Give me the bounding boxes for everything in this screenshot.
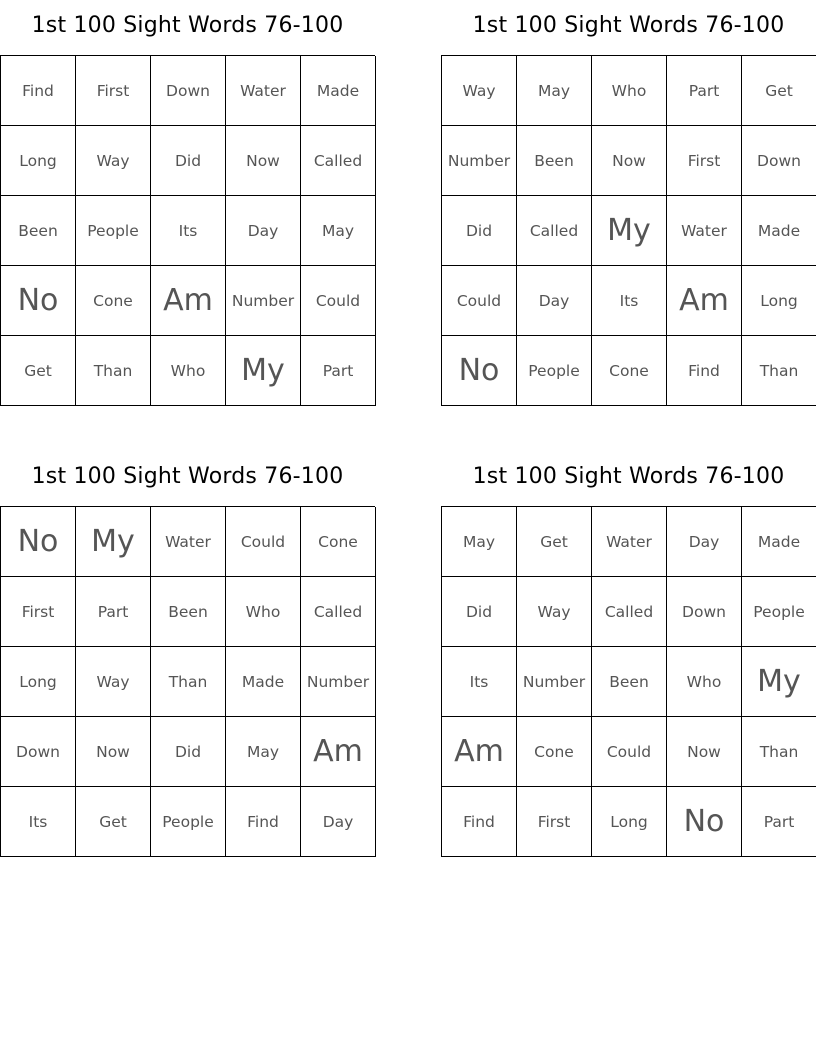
word-cell: My: [742, 647, 816, 717]
word-cell: Part: [667, 56, 742, 126]
word-cell: Get: [76, 787, 151, 857]
word-cell: Find: [226, 787, 301, 857]
word-cell: Its: [151, 196, 226, 266]
card-title: 1st 100 Sight Words 76-100: [31, 464, 344, 489]
word-cell: People: [151, 787, 226, 857]
word-cell: My: [226, 336, 301, 406]
word-cell: Called: [517, 196, 592, 266]
word-cell: Now: [76, 717, 151, 787]
word-cell: Made: [226, 647, 301, 717]
word-cell: Than: [151, 647, 226, 717]
word-cell: Down: [742, 126, 816, 196]
word-cell: Down: [667, 577, 742, 647]
word-cell: Could: [226, 507, 301, 577]
word-cell: People: [517, 336, 592, 406]
bingo-card-4: [441, 464, 816, 857]
word-cell: No: [442, 336, 517, 406]
word-cell: Now: [667, 717, 742, 787]
word-cell: Its: [592, 266, 667, 336]
word-cell: Down: [1, 717, 76, 787]
word-cell: No: [1, 507, 76, 577]
word-cell: Long: [1, 647, 76, 717]
bingo-grid: [441, 55, 816, 406]
word-cell: First: [76, 56, 151, 126]
word-cell: Who: [226, 577, 301, 647]
word-cell: Water: [592, 507, 667, 577]
word-cell: Find: [667, 336, 742, 406]
word-cell: Am: [442, 717, 517, 787]
word-cell: Day: [226, 196, 301, 266]
word-cell: Been: [517, 126, 592, 196]
word-cell: Find: [442, 787, 517, 857]
word-cell: Cone: [517, 717, 592, 787]
word-cell: Its: [442, 647, 517, 717]
word-cell: Could: [301, 266, 376, 336]
word-cell: First: [517, 787, 592, 857]
word-cell: May: [442, 507, 517, 577]
word-cell: Long: [1, 126, 76, 196]
bingo-card-3: [0, 464, 375, 857]
bingo-grid: [0, 55, 375, 406]
word-cell: Get: [742, 56, 816, 126]
word-cell: Did: [151, 126, 226, 196]
word-cell: Could: [442, 266, 517, 336]
word-cell: Am: [151, 266, 226, 336]
word-cell: Part: [742, 787, 816, 857]
word-cell: Been: [592, 647, 667, 717]
word-cell: Number: [301, 647, 376, 717]
word-cell: Did: [151, 717, 226, 787]
word-cell: Could: [592, 717, 667, 787]
word-cell: No: [1, 266, 76, 336]
word-cell: Made: [742, 507, 816, 577]
word-cell: Long: [592, 787, 667, 857]
word-cell: Water: [667, 196, 742, 266]
word-cell: Called: [301, 126, 376, 196]
card-title: 1st 100 Sight Words 76-100: [472, 13, 785, 38]
word-cell: Way: [517, 577, 592, 647]
word-cell: Cone: [592, 336, 667, 406]
bingo-grid: [0, 506, 375, 857]
word-cell: Number: [517, 647, 592, 717]
word-cell: Been: [1, 196, 76, 266]
word-cell: Number: [226, 266, 301, 336]
word-cell: Am: [301, 717, 376, 787]
word-cell: Cone: [76, 266, 151, 336]
word-cell: First: [1, 577, 76, 647]
word-cell: No: [667, 787, 742, 857]
word-cell: Get: [1, 336, 76, 406]
word-cell: Water: [151, 507, 226, 577]
word-cell: Part: [76, 577, 151, 647]
word-cell: May: [226, 717, 301, 787]
word-cell: Cone: [301, 507, 376, 577]
word-cell: Made: [742, 196, 816, 266]
word-cell: Called: [301, 577, 376, 647]
word-cell: Number: [442, 126, 517, 196]
word-cell: Than: [742, 717, 816, 787]
word-cell: Day: [517, 266, 592, 336]
word-cell: May: [301, 196, 376, 266]
word-cell: Who: [151, 336, 226, 406]
word-cell: May: [517, 56, 592, 126]
word-cell: Now: [592, 126, 667, 196]
word-cell: Than: [742, 336, 816, 406]
word-cell: Way: [76, 647, 151, 717]
word-cell: Who: [592, 56, 667, 126]
word-cell: Now: [226, 126, 301, 196]
word-cell: Get: [517, 507, 592, 577]
word-cell: Down: [151, 56, 226, 126]
word-cell: Water: [226, 56, 301, 126]
bingo-grid: [441, 506, 816, 857]
word-cell: Part: [301, 336, 376, 406]
word-cell: First: [667, 126, 742, 196]
word-cell: People: [76, 196, 151, 266]
bingo-card-2: [441, 13, 816, 406]
word-cell: People: [742, 577, 816, 647]
word-cell: Did: [442, 577, 517, 647]
word-cell: Day: [667, 507, 742, 577]
card-title: 1st 100 Sight Words 76-100: [472, 464, 785, 489]
word-cell: Called: [592, 577, 667, 647]
word-cell: Am: [667, 266, 742, 336]
word-cell: Been: [151, 577, 226, 647]
word-cell: Did: [442, 196, 517, 266]
bingo-card-1: [0, 13, 375, 406]
word-cell: Way: [76, 126, 151, 196]
word-cell: Made: [301, 56, 376, 126]
card-title: 1st 100 Sight Words 76-100: [31, 13, 344, 38]
word-cell: Who: [667, 647, 742, 717]
word-cell: Its: [1, 787, 76, 857]
word-cell: My: [592, 196, 667, 266]
word-cell: Find: [1, 56, 76, 126]
word-cell: Way: [442, 56, 517, 126]
word-cell: My: [76, 507, 151, 577]
word-cell: Long: [742, 266, 816, 336]
word-cell: Day: [301, 787, 376, 857]
word-cell: Than: [76, 336, 151, 406]
